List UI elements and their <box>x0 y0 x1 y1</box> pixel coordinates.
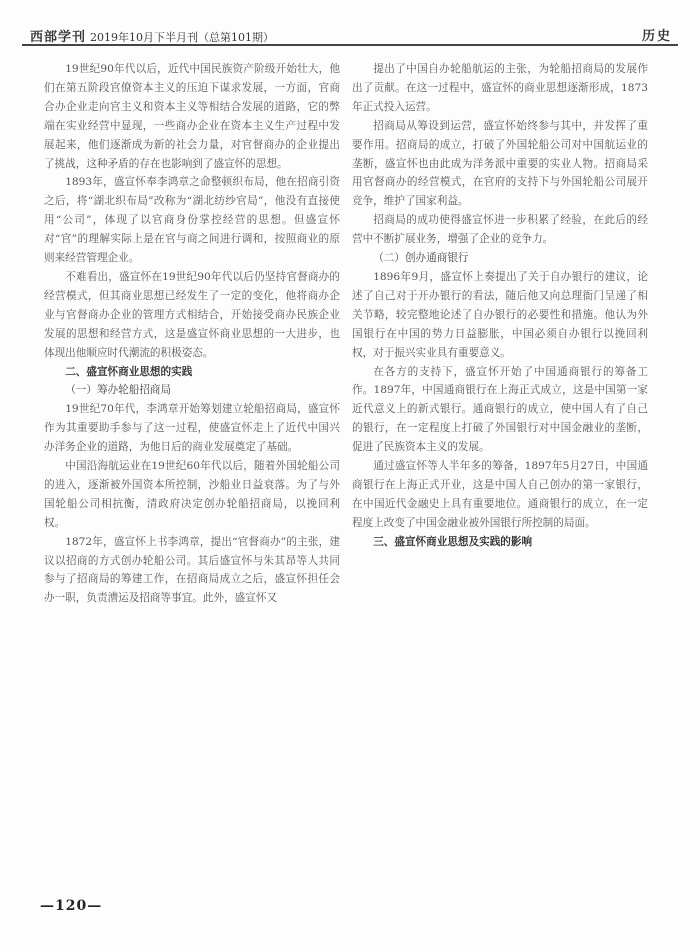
subsection-heading: （二）创办通商银行 <box>373 252 469 265</box>
subsection-heading: （一）筹办轮船招商局 <box>65 384 172 397</box>
section-heading: 三、盛宣怀商业思想及实践的影响 <box>373 535 533 548</box>
issue-info: 2019年10月下半月刊（总第101期） <box>90 31 275 44</box>
header-journal-info <box>30 26 274 45</box>
paragraph: 1896年9月，盛宣怀上奏提出了关于自办银行的建议，论述了自己对于开办银行的看法，随后他又向总理衙门呈递了相关节略，较完整地论述了自办银行的必要性和措施。他认为外国银行在中国的势力日益膨胀，中国必须自办银行以挽回利权，对于振兴实业具有重要意义。 <box>352 270 648 359</box>
journal-name: 西部学刊 <box>30 30 87 45</box>
paragraph: 1872年，盛宣怀上书李鸿章，提出“官督商办”的主张，建议以招商的方式创办轮船公司。其后盛宣怀与朱其昂等人共同参与了招商局的筹建工作，在招商局成立之后，盛宣怀担任会办一职，负责漕运及招商等事宜。此外，盛宣怀又 <box>44 535 340 605</box>
paragraph: 招商局的成功使得盛宣怀进一步积累了经验，在此后的经营中不断扩展业务，增强了企业的竞争力。 <box>352 214 648 246</box>
right-text-column <box>352 60 648 895</box>
running-header <box>22 22 678 46</box>
paragraph: 中国沿海航运业在19世纪60年代以后，随着外国轮船公司的进入，逐渐被外国资本所控制，沙船业日益衰落。为了与外国轮船公司相抗衡，清政府决定创办轮船招商局，以挽回利权。 <box>44 460 340 529</box>
paragraph: 通过盛宣怀等人半年多的筹备，1897年5月27日，中国通商银行在上海正式开业，这是中国人自己创办的第一家银行，在中国近代金融史上具有重要地位。通商银行的成立，在一定程度上改变了中国金融业被外国银行所控制的局面。 <box>352 460 648 529</box>
paragraph: 19世纪70年代，李鸿章开始筹划建立轮船招商局，盛宣怀作为其重要助手参与了这一过程，使盛宣怀走上了近代中国兴办洋务企业的道路，为他日后的商业发展奠定了基础。 <box>44 403 340 454</box>
paragraph: 招商局从筹设到运营，盛宣怀始终参与其中，并发挥了重要作用。招商局的成立，打破了外国轮船公司对中国航运业的垄断，盛宣怀也由此成为洋务派中重要的实业人物。招商局采用官督商办的经营模式，在官府的支持下与外国轮船公司展开竞争，维护了国家利益。 <box>352 119 648 208</box>
header-rule <box>22 44 678 46</box>
section-label: 历史 <box>641 29 672 44</box>
paragraph: 在各方的支持下，盛宣怀开始了中国通商银行的筹备工作。1897年，中国通商银行在上海正式成立，这是中国第一家近代意义上的新式银行。通商银行的成立，使中国人有了自己的银行，在一定程度上打破了外国银行对中国金融业的垄断，促进了民族资本主义的发展。 <box>352 365 648 454</box>
paragraph: 19世纪90年代以后，近代中国民族资产阶级开始壮大，他们在第五阶段官僚资本主义的压迫下谋求发展，一方面，官商合办企业走向官主义和资本主义等相结合发展的道路，它的弊端在实业经营中显现，一些商办企业在资本主义生产过程中发展起来，他们逐渐成为新的社会力量，对官督商办的企业提出了挑战，这种矛盾的存在也影响到了盛宣怀的思想。 <box>44 63 340 170</box>
paragraph: 不难看出，盛宣怀在19世纪90年代以后仍坚持官督商办的经营模式，但其商业思想已经发生了一定的变化，他将商办企业与官督商办企业的管理方式相结合，开始接受商办民族企业发展的思想和经营方式，这是盛宣怀商业思想的一大进步，也体现出他顺应时代潮流的积极姿态。 <box>44 270 340 359</box>
page-number: —120— <box>40 898 103 914</box>
paragraph: 1893年，盛宣怀奉李鸿章之命整顿织布局，他在招商引资之后，将“湖北织布局”改称为“湖北纺纱官局”，他没有直接使用“公司”，体现了以官商身份掌控经营的思想。但盛宣怀对“官”的理解实际上是在官与商之间进行调和，按照商业的原则来经营管理企业。 <box>44 176 340 265</box>
left-text-column <box>44 60 340 895</box>
paragraph: 提出了中国自办轮船航运的主张，为轮船招商局的发展作出了贡献。在这一过程中，盛宣怀的商业思想逐渐形成，1873年正式投入运营。 <box>352 63 648 113</box>
section-heading: 二、盛宣怀商业思想的实践 <box>65 365 193 378</box>
